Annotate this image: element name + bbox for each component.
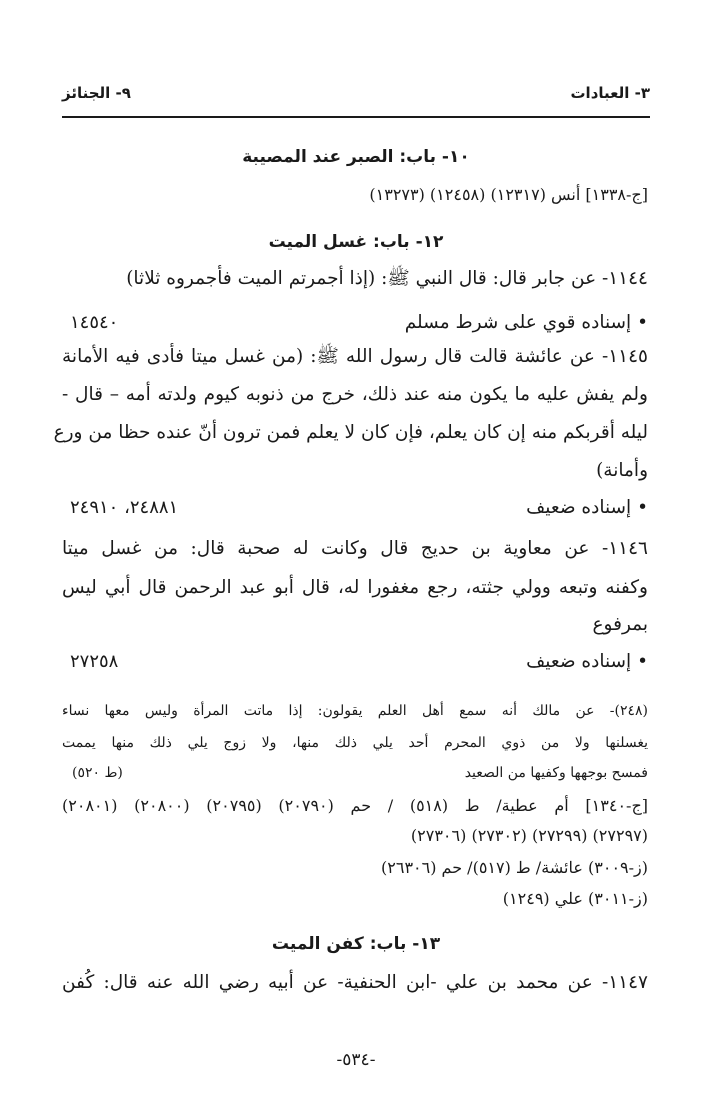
note-248-line3: فمسح بوجهها وكفيها من الصعيد — [464, 765, 648, 781]
header-divider — [62, 116, 650, 118]
hadith-1145-line2: ولم يفش عليه ما يكون منه عند ذلك، خرج من ذنوبه كيوم ولدته أمه – قال - — [62, 384, 648, 405]
note-248-line1: (٢٤٨)- عن مالك أنه سمع أهل العلم يقولون: إذا ماتت المرأة وليس معها نساء — [62, 703, 648, 719]
header-chapter: ٩- الجنائز — [62, 84, 131, 102]
hadith-1145-grade: • إسناده ضعيف — [526, 497, 648, 518]
hadith-1145-line3: ليله أقربكم منه إن كان يعلم، فإن كان لا يعلم فمن ترون أنّ عنده حظا من ورع — [53, 422, 648, 443]
section-12-title: ١٢- باب: غسل الميت — [268, 232, 444, 252]
running-header — [62, 84, 650, 110]
note-248-line2: يغسلنها ولا من ذوي المحرم أحد يلي ذلك منها، ولا زوج يلي ذلك منها يممت — [62, 735, 648, 751]
cross-ref-3009: (ز-٣٠٠٩) عائشة/ ط (٥١٧)/ حم (٢٦٣٠٦) — [381, 858, 648, 877]
hadith-1147-line1: ١١٤٧- عن محمد بن علي -ابن الحنفية- عن أبيه رضي الله عنه قال: كُفن — [62, 972, 648, 993]
hadith-1146-grade: • إسناده ضعيف — [526, 651, 648, 672]
hadith-1144-grade: • إسناده قوي على شرط مسلم — [404, 312, 648, 333]
hadith-1144-number: ١٤٥٤٠ — [70, 312, 119, 333]
hadith-1145-line4: وأمانة) — [596, 460, 648, 481]
hadith-1146-number: ٢٧٢٥٨ — [70, 651, 119, 672]
section-10-title: ١٠- باب: الصبر عند المصيبة — [242, 147, 470, 167]
hadith-1145-line1: ١١٤٥- عن عائشة قالت قال رسول الله ﷺ: (من غسل ميتا فأدى فيه الأمانة — [62, 346, 648, 367]
header-book-section: ٣- العبادات — [570, 84, 650, 102]
hadith-1145-numbers: ٢٤٨٨١، ٢٤٩١٠ — [70, 497, 179, 518]
section-10-ref: [ج-١٣٣٨] أنس (١٢٣١٧) (١٢٤٥٨) (١٣٢٧٣) — [369, 185, 648, 204]
hadith-1146-line2: وكفنه وتبعه وولي جثته، رجع مغفورا له، قال أبو عبد الرحمن قال أبي ليس — [62, 577, 648, 598]
cross-ref-1340: [ج-١٣٤٠] أم عطية/ ط (٥١٨) / حم (٢٠٧٩٠) (٢٠٧٩٥) (٢٠٨٠٠) (٢٠٨٠١) — [62, 796, 649, 815]
hadith-1144-text: ١١٤٤- عن جابر قال: قال النبي ﷺ: (إذا أجمرتم الميت فأجمروه ثلاثا) — [126, 268, 648, 289]
hadith-1146-line1: ١١٤٦- عن معاوية بن حديج قال وكانت له صحبة قال: من غسل ميتا — [62, 538, 648, 559]
page-number: -٥٣٤- — [336, 1050, 376, 1070]
cross-ref-3011: (ز-٣٠١١) علي (١٢٤٩) — [502, 889, 648, 908]
note-248-ref: (ط ٥٢٠) — [72, 765, 123, 781]
section-13-title: ١٣- باب: كفن الميت — [271, 934, 441, 954]
cross-ref-1340-cont: (٢٧٢٩٧) (٢٧٢٩٩) (٢٧٣٠٢) (٢٧٣٠٦) — [410, 826, 648, 845]
hadith-1146-line3: بمرفوع — [592, 614, 648, 635]
